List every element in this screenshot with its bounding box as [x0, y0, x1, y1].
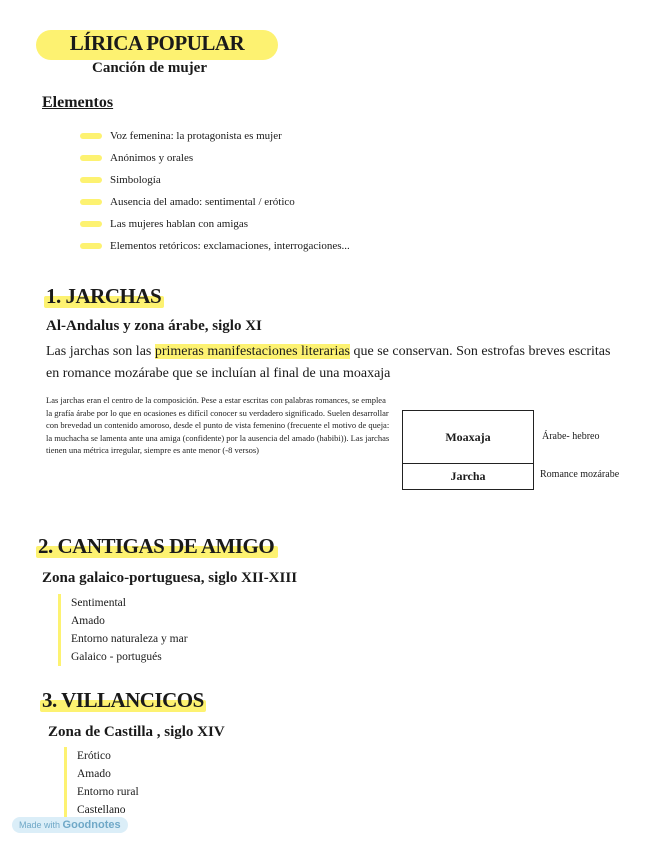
moaxaja-label: Árabe- hebreo	[542, 431, 600, 442]
highlight-dash-icon	[80, 199, 102, 205]
jarcha-label: Romance mozárabe	[540, 469, 620, 480]
list-item: Entorno rural	[77, 786, 139, 798]
jarchas-subheading: Al-Andalus y zona árabe, siglo XI	[46, 318, 262, 334]
list-item: Castellano	[77, 804, 126, 816]
moaxaja-jarcha-diagram	[402, 410, 534, 490]
jarchas-detail: Las jarchas eran el centro de la composición. Pese a estar escritas con palabras romances, se emplea la grafía árabe por lo que en ocasiones es difícil conocer su verdadero significado. Suelen desarrollar con brevedad un contenido amoroso, desde el punto de vista femenino (frecuente el motivo de queja: la muchacha se lamenta ante una amiga (confidente) por la ausencia del amado (habibi)). Las jarchas tienen una métrica irregular, siempre es ante menor (-8 versos)	[46, 395, 390, 455]
highlight-dash-icon	[80, 221, 102, 227]
jarchas-heading: 1. JARCHAS	[46, 284, 162, 308]
list-item: Simbología	[80, 172, 350, 194]
list-item: Amado	[71, 615, 105, 627]
highlight-dash-icon	[80, 133, 102, 139]
list-item: Ausencia del amado: sentimental / erótico	[80, 194, 350, 216]
jarcha-cell: Jarcha	[450, 468, 486, 483]
highlight-dash-icon	[80, 243, 102, 249]
cantigas-subheading: Zona galaico-portuguesa, siglo XII-XIII	[42, 570, 298, 586]
list-item: Las mujeres hablan con amigas	[80, 216, 350, 238]
list-item: Anónimos y orales	[80, 150, 350, 172]
list-item: Sentimental	[71, 597, 126, 609]
list-item: Entorno naturaleza y mar	[71, 633, 188, 645]
highlight-dash-icon	[80, 177, 102, 183]
moaxaja-cell: Moaxaja	[403, 411, 533, 464]
jarchas-intro: Las jarchas son las primeras manifestaciones literarias que se conservan. Son estrofas breves escritas en romance mozárabe que se incluían al final de una moaxaja	[46, 344, 611, 381]
highlight-dash-icon	[80, 155, 102, 161]
cantigas-list	[58, 594, 188, 666]
page-subtitle: Canción de mujer	[92, 60, 207, 76]
villancicos-heading: 3. VILLANCICOS	[42, 688, 204, 712]
elementos-list	[80, 128, 350, 260]
page-title: LÍRICA POPULAR	[69, 31, 245, 55]
villancicos-subheading: Zona de Castilla , siglo XIV	[48, 724, 225, 740]
list-item: Elementos retóricos: exclamaciones, interrogaciones...	[80, 238, 350, 260]
goodnotes-watermark: Made with Goodnotes	[12, 817, 128, 833]
highlighted-text: primeras manifestaciones literarias	[154, 344, 350, 359]
cantigas-heading: 2. CANTIGAS DE AMIGO	[38, 534, 275, 558]
list-item: Voz femenina: la protagonista es mujer	[80, 128, 350, 150]
list-item: Amado	[77, 768, 111, 780]
list-item: Galaico - portugués	[71, 651, 162, 663]
elementos-heading: Elementos	[42, 94, 114, 111]
villancicos-list	[64, 747, 139, 819]
list-item: Erótico	[77, 750, 111, 762]
